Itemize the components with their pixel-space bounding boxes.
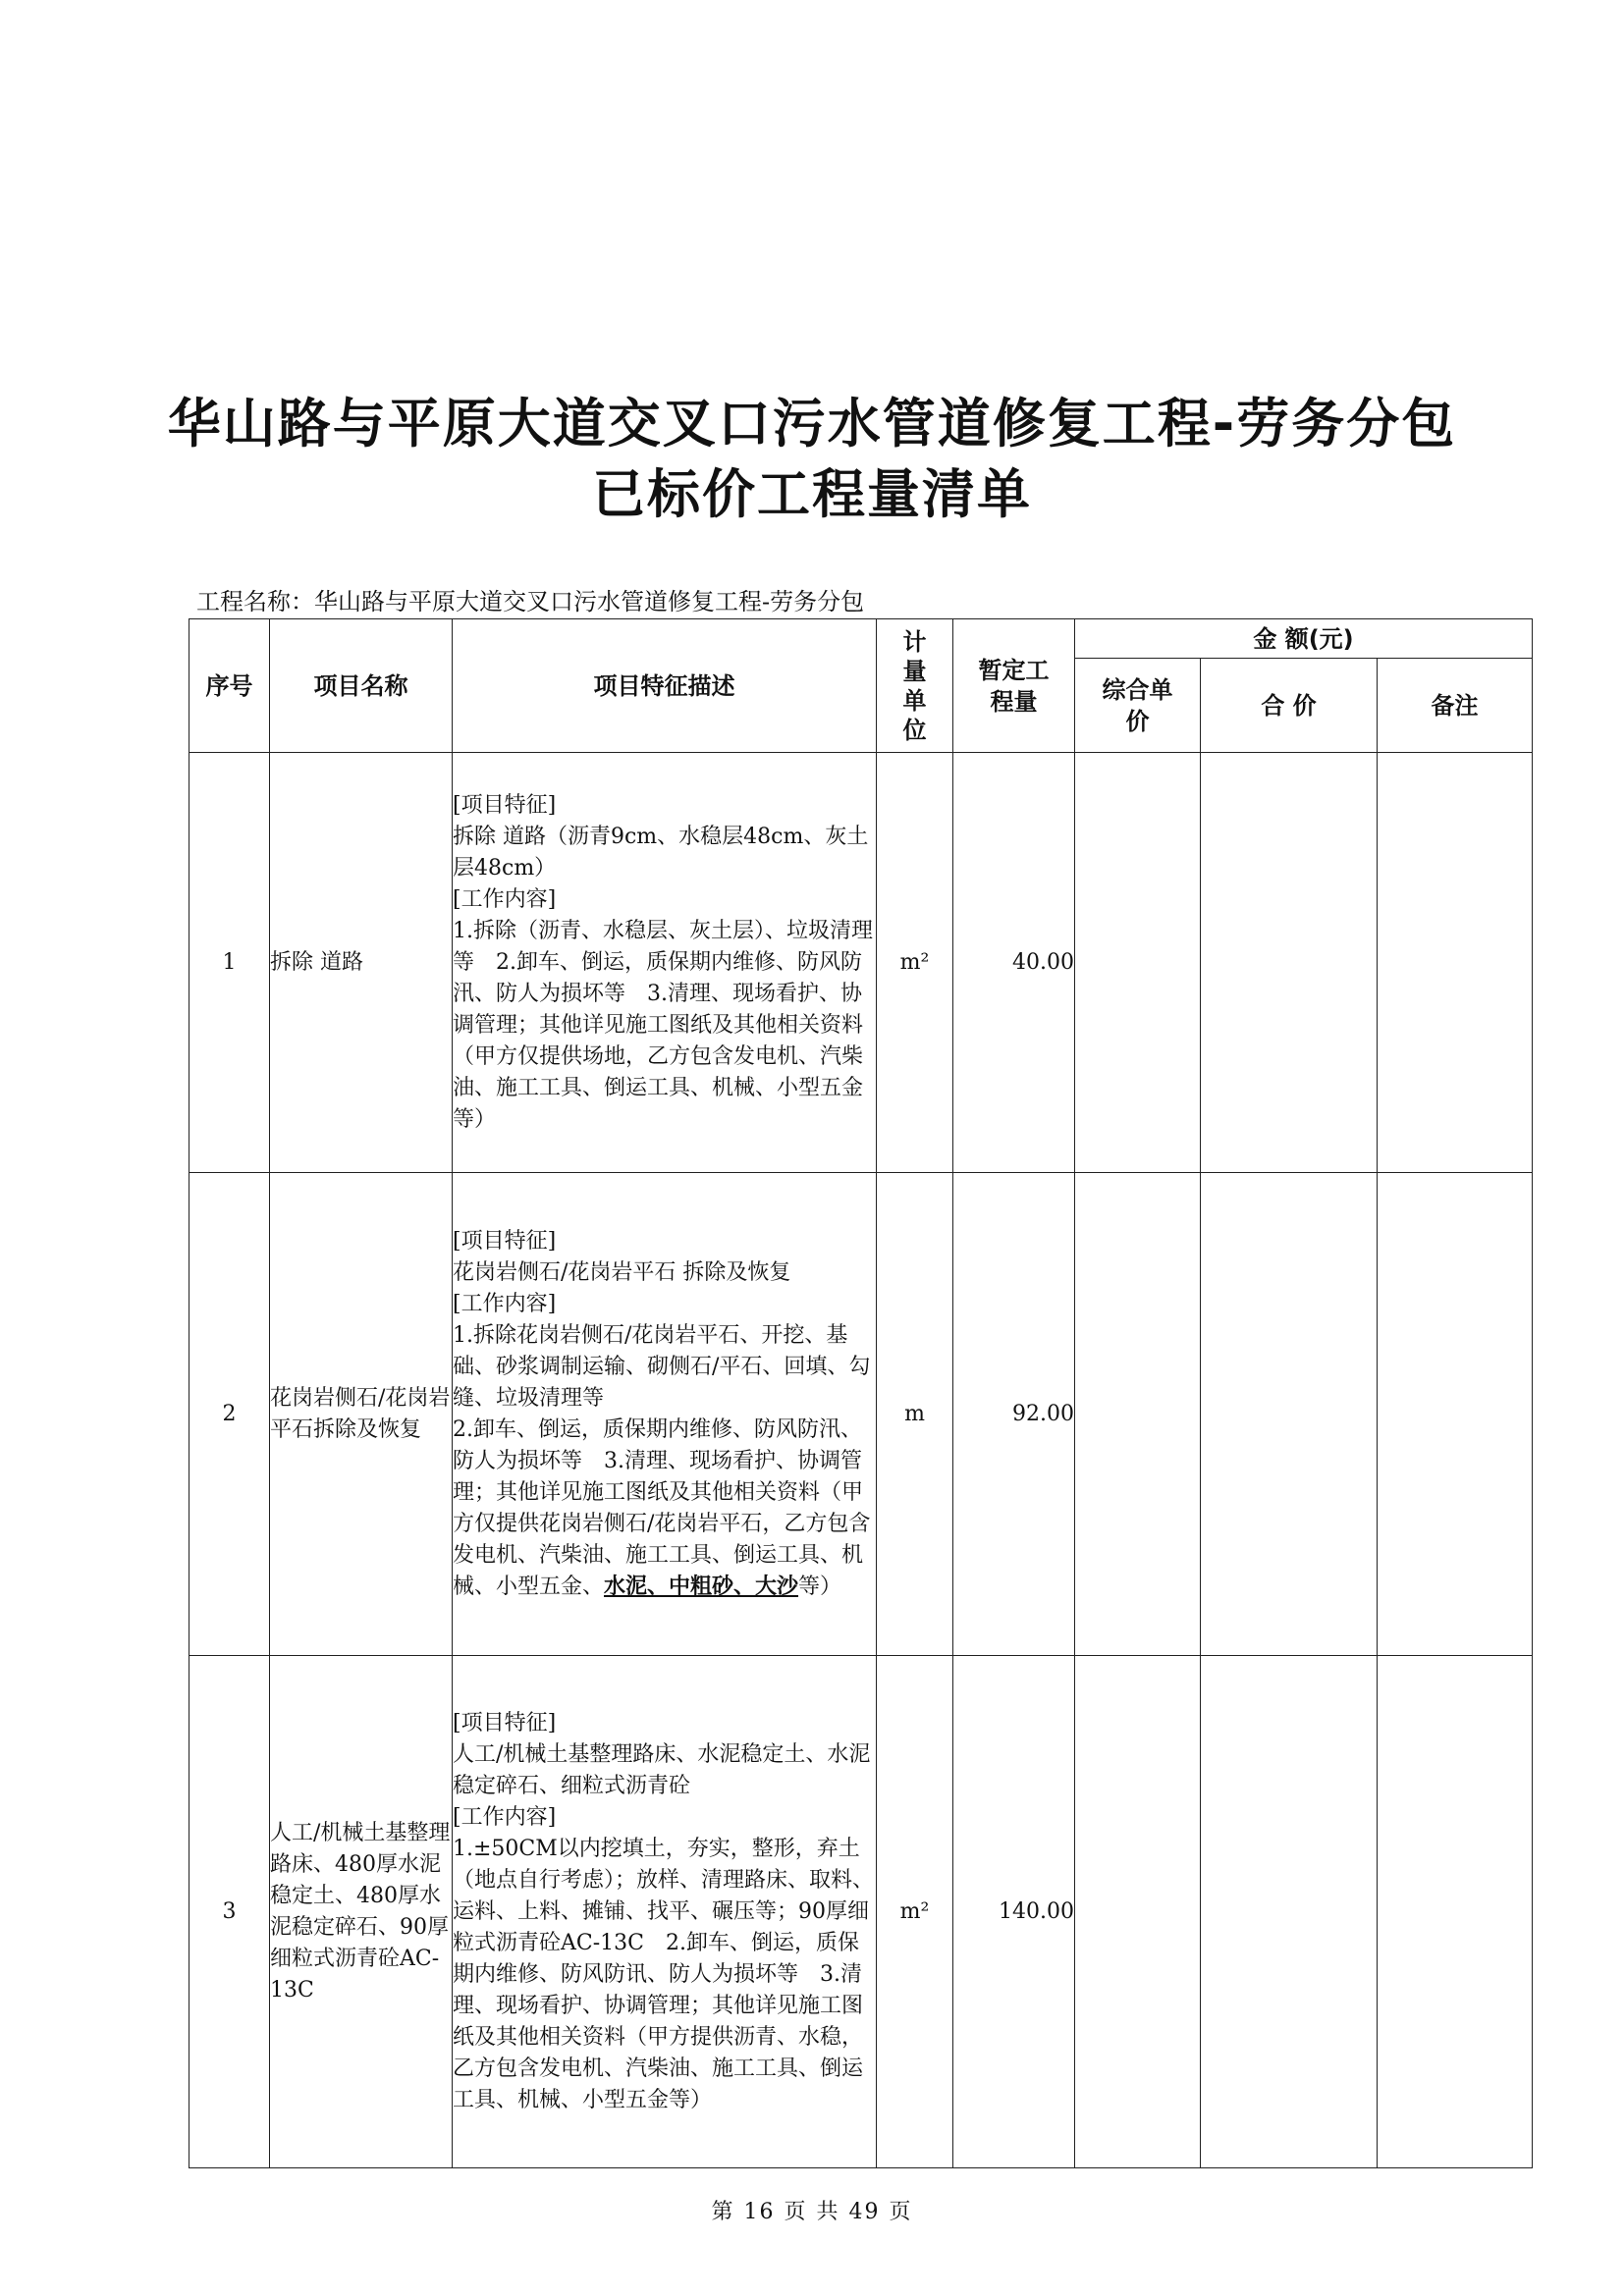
header-row-1 <box>189 619 1533 659</box>
cell-quantity: 140.00 <box>953 1656 1075 2168</box>
table-row <box>189 1173 1533 1656</box>
cell-quantity: 92.00 <box>953 1173 1075 1656</box>
cell-remark <box>1378 753 1533 1173</box>
header-unit-text: 计量单位 <box>902 627 927 744</box>
desc-line: [工作内容] <box>453 1291 557 1316</box>
cell-item-name: 人工/机械土基整理路床、480厚水泥稳定土、480厚水泥稳定碎石、90厚细粒式沥青砼AC-13C <box>270 1656 453 2168</box>
desc-highlight: 水泥、中粗砂、大沙 <box>604 1574 799 1599</box>
header-unit <box>877 619 953 753</box>
header-description: 项目特征描述 <box>453 619 877 753</box>
table-row <box>189 1656 1533 2168</box>
header-total: 合 价 <box>1201 659 1378 753</box>
desc-line: [项目特征] <box>453 1710 557 1735</box>
desc-line: 1.±50CM以内挖填土，夯实，整形，弃土（地点自行考虑）；放样、清理路床、取料、运料、上料、摊铺、找平、碾压等；90厚细粒式沥青砼AC-13C 2.卸车、倒运，质保期内维修、防风防讯、防人为损坏等 3.清理、现场看护、协调管理；其他详见施工图纸及其他相关资料（甲方提供沥青、水稳，乙方包含发电机、汽柴油、施工工具、倒运工具、机械、小型五金等） <box>453 1836 875 2112</box>
header-unit-price <box>1075 659 1201 753</box>
table-row <box>189 753 1533 1173</box>
desc-line: [项目特征] <box>453 792 557 818</box>
header-quantity-text: 暂定工程量 <box>978 656 1050 716</box>
cell-description <box>453 753 877 1173</box>
desc-line: 1.拆除（沥青、水稳层、灰土层）、垃圾清理等 2.卸车、倒运，质保期内维修、防风防汛、防人为损坏等 3.清理、现场看护、协调管理；其他详见施工图纸及其他相关资料（甲方仅提供场地，乙方包含发电机、汽柴油、施工工具、倒运工具、机械、小型五金等） <box>453 918 873 1132</box>
cell-description <box>453 1173 877 1656</box>
cell-total <box>1201 1656 1378 2168</box>
project-name-label: 工程名称：华山路与平原大道交叉口污水管道修复工程-劳务分包 <box>196 588 865 615</box>
cell-total <box>1201 753 1378 1173</box>
cell-unit: m² <box>877 753 953 1173</box>
cell-unit: m² <box>877 1656 953 2168</box>
page-number-footer: 第 16 页 共 49 页 <box>711 2200 913 2224</box>
cell-seq: 3 <box>189 1656 270 2168</box>
desc-tail: 等） <box>798 1574 842 1599</box>
bill-of-quantities-table <box>189 618 1533 2168</box>
cell-unit-price <box>1075 1173 1201 1656</box>
header-quantity <box>953 619 1075 753</box>
cell-seq: 1 <box>189 753 270 1173</box>
desc-line: 拆除 道路（沥青9cm、水稳层48cm、灰土层48cm） <box>453 824 869 881</box>
header-item-name: 项目名称 <box>270 619 453 753</box>
cell-item-name: 拆除 道路 <box>270 753 453 1173</box>
desc-line-last <box>453 1415 876 1603</box>
cell-description <box>453 1656 877 2168</box>
desc-line: 人工/机械土基整理路床、水泥稳定土、水泥稳定碎石、细粒式沥青砼 <box>453 1741 871 1798</box>
cell-item-name: 花岗岩侧石/花岗岩平石拆除及恢复 <box>270 1173 453 1656</box>
cell-remark <box>1378 1656 1533 2168</box>
cell-total <box>1201 1173 1378 1656</box>
cell-unit-price <box>1075 1656 1201 2168</box>
header-remark: 备注 <box>1378 659 1533 753</box>
document-title-line2: 已标价工程量清单 <box>592 463 1032 525</box>
desc-line: 1.拆除花岗岩侧石/花岗岩平石、开挖、基础、砂浆调制运输、砌侧石/平石、回填、勾缝、垃圾清理等 <box>453 1322 871 1411</box>
cell-quantity: 40.00 <box>953 753 1075 1173</box>
document-title-line1: 华山路与平原大道交叉口污水管道修复工程-劳务分包 <box>167 393 1457 454</box>
cell-unit-price <box>1075 753 1201 1173</box>
desc-line: [工作内容] <box>453 886 557 912</box>
header-seq: 序号 <box>189 619 270 753</box>
desc-line: [项目特征] <box>453 1228 557 1254</box>
desc-line: [工作内容] <box>453 1804 557 1830</box>
desc-text: 2.卸车、倒运，质保期内维修、防风防汛、防人为损坏等 3.清理、现场看护、协调管理；其他详见施工图纸及其他相关资料（甲方仅提供花岗岩侧石/花岗岩平石，乙方包含发电机、汽柴油、施工工具、倒运工具、机械、小型五金、 <box>453 1416 871 1599</box>
cell-unit: m <box>877 1173 953 1656</box>
cell-remark <box>1378 1173 1533 1656</box>
header-unit-price-text: 综合单价 <box>1102 675 1173 735</box>
cell-seq: 2 <box>189 1173 270 1656</box>
desc-line: 花岗岩侧石/花岗岩平石 拆除及恢复 <box>453 1259 791 1285</box>
header-amount: 金 额(元) <box>1075 619 1533 659</box>
